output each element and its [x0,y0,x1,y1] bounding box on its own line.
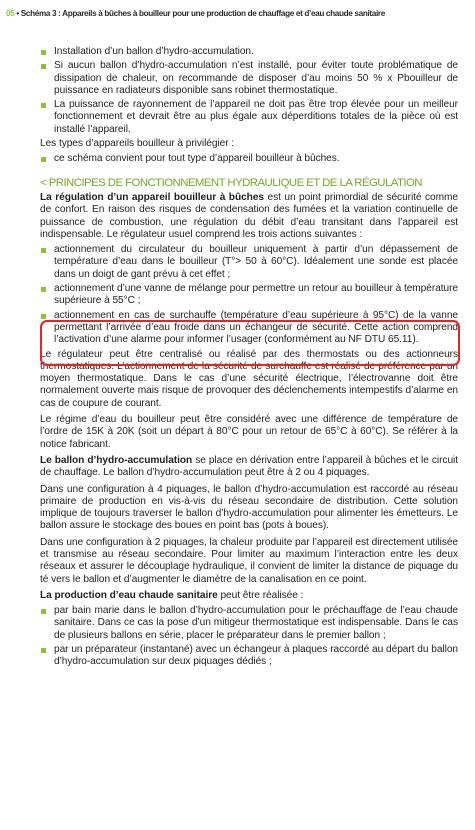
regulateur-paragraph: Le régulateur peut être centralisé ou réalisé par des thermostats ou des actionneurs thermostatiques. L’actionnement de la sécurité de surchauffe est réalisé de préférence par un moyen thermostatique. Dans le cas d’une sécurité électrique, l’électrovanne doit être normalement ouverte mais risque de provoquer des déclenchements intempestifs d’alarme en cas de coupure de courant. [40,348,458,409]
list-item: actionnement en cas de surchauffe (température d’eau supérieure à 95°C) de la vanne permettant l’arrivée d’eau froide dans un échangeur de sécurité. Cette action comprend l’activation d’une alarme pour informer l’usager (conformément au NF DTU 65.11). [40,310,458,347]
page-number: 05 [6,9,15,18]
intro-list [40,46,458,136]
list-item: actionnement d’une vanne de mélange pour permettre un retour au bouilleur à température supérieure à 55°C ; [40,283,458,308]
types-intro: Les types d’appareils bouilleur à privilégier : [40,138,235,150]
document-body [40,46,458,671]
list-item: par bain marie dans le ballon d’hydro-accumulation pour le préchauffage de l’eau chaude sanitaire. Dans ce cas la pose d’un mitigeur thermostatique est indispensable. Dans le cas de plusieurs ballons en série, placer le préparateur dans le premier ballon ; [40,605,458,642]
square-bullet-icon [41,609,46,614]
list-item: par un préparateur (instantané) avec un échangeur à plaques raccordé au départ du ballon d’hydro-accumulation sur deux piquages dédiés ; [40,644,458,669]
list-item: actionnement du circulateur du bouilleur uniquement à partir d’un dépassement de température d’eau dans le bouilleur (T°> 50 à 60°C). Idéalement une sonde est placée dans un doigt de gant prévu à cet effet ; [40,244,458,281]
regime-paragraph: Le régime d’eau du bouilleur peut être considéré avec une différence de température de l’ordre de 15K à 20K (soit un départ à 80°C pour un retour de 65°C à 60°C). Se référer à la notice fabricant. [40,414,458,450]
square-bullet-icon [41,157,46,162]
square-bullet-icon [41,248,46,253]
ballon-paragraph: Le ballon d’hydro-accumulation se place en dérivation entre l’appareil à bûches et le circuit de chauffage. Le ballon d’hydro-accumulation peut être à 2 ou 4 piquages. [40,454,458,479]
square-bullet-icon [41,287,46,292]
square-bullet-icon [41,50,46,55]
list-item: Installation d’un ballon d’hydro-accumulation. [40,46,458,58]
square-bullet-icon [41,314,46,319]
list-item: Si aucun ballon d’hydro-accumulation n’est installé, pour éviter toute problématique de dissipation de chaleur, on recommande de disposer d’au moins 50 % x Pbouilleur de puissance en radiateurs disponible sans robinet thermostatique. [40,60,458,97]
ecs-list [40,605,458,668]
config4-paragraph: Dans une configuration à 4 piquages, le ballon d’hydro-accumulation est raccordé au réseau primaire de production en vis-à-vis du réseau secondaire de distribution. Cette solution implique de toujours traverser le ballon d’hydro-accumulation pour alimenter les émetteurs. Le ballon assure le stockage des boues en point bas (pots à boues). [40,483,458,532]
regulation-paragraph: La régulation d’un appareil bouilleur à bûches est un point primordial de sécurité comme de confort. En raison des risques de condensation des fumées et la variation continuelle de puissance de combustion, une régulation du débit d’eau transitant dans l’appareil est indispensable. Le régulateur usuel comprend les trois actions suivantes : [40,191,458,240]
square-bullet-icon [41,648,46,653]
list-item: La puissance de rayonnement de l’appareil ne doit pas être trop élevée pour un meilleur fonctionnement et devrait être au plus égale aux déperditions totales de la pièce où est installé l’appareil. [40,99,458,136]
ecs-paragraph: La production d’eau chaude sanitaire peut être réalisée : [40,589,304,601]
list-item: ce schéma convient pour tout type d’appareil bouilleur à bûches. [40,153,458,165]
square-bullet-icon [41,64,46,69]
header-title: • Schéma 3 : Appareils à bûches à bouilleur pour une production de chauffage et d’eau chaude sanitaire [14,9,385,18]
page-header [6,9,469,18]
actions-list [40,244,458,346]
square-bullet-icon [41,103,46,108]
types-list [40,153,458,165]
config2-paragraph: Dans une configuration à 2 piquages, la chaleur produite par l’appareil est directement utilisée et transmise au réseau secondaire. Pour limiter au maximum l’interaction entre les deux réseaux et assurer le découplage hydraulique, il convient de limiter la distance de piquage du té vers le ballon et d’augmenter le diamètre de la canalisation en ce point. [40,536,458,585]
section-title: < PRINCIPES DE FONCTIONNEMENT HYDRAULIQUE ET DE LA RÉGULATION [40,176,422,189]
